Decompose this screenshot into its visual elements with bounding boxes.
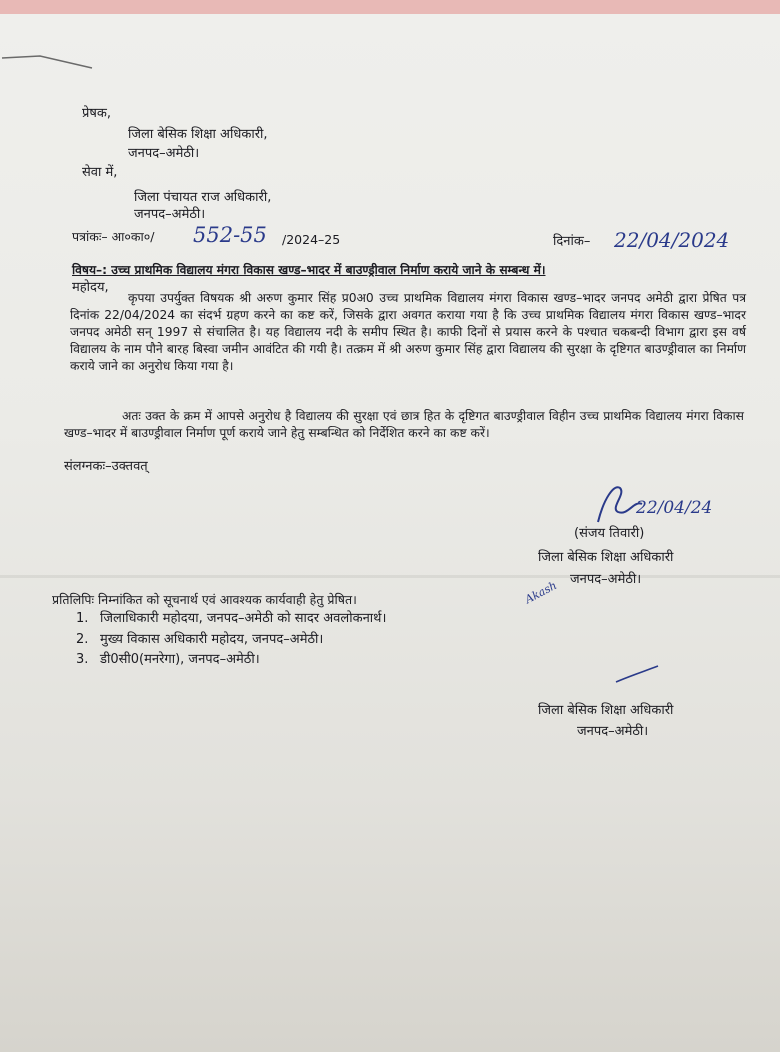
reference-number: 552-55 <box>193 223 267 247</box>
signatory-name: (संजय तिवारी) <box>574 526 645 541</box>
copy-item-1: जिलाधिकारी महोदया, जनपद–अमेठी को सादर अवलोकनार्थ। <box>100 611 387 626</box>
copy-item-2-number: 2. <box>76 632 89 647</box>
body-paragraph-2: अतः उक्त के क्रम में आपसे अनुरोध है विद्यालय की सुरक्षा एवं छात्र हित के दृष्टिगत बाउण्ड्रीवाल विहीन उच्च प्राथमिक विद्यालय मंगरा विकास खण्ड–भादर में बाउण्ड्रीवाल निर्माण पूर्ण कराये जाने हेतु सम्बन्धित को निर्देशित करने का कष्ट करें। <box>64 409 744 440</box>
subject-line: विषय–: उच्च प्राथमिक विद्यालय मंगरा विकास खण्ड–भादर में बाउण्ड्रीवाल निर्माण कराये जाने के सम्बन्ध में। <box>72 263 546 277</box>
signatory-district: जनपद–अमेठी। <box>570 572 642 587</box>
copy-item-3: डी0सी0(मनरेगा), जनपद–अमेठी। <box>100 652 260 667</box>
date-label: दिनांक– <box>553 234 591 249</box>
copies-intro: प्रतिलिपिः निम्नांकित को सूचनार्थ एवं आवश्यक कार्यवाही हेतु प्रेषित। <box>52 592 357 607</box>
staple-mark <box>0 44 100 74</box>
sender-label: प्रेषक, <box>82 106 112 121</box>
footer-district: जनपद–अमेठी। <box>577 724 649 739</box>
reference-suffix: /2024–25 <box>282 232 341 247</box>
recipient-line-1: जिला पंचायत राज अधिकारी, <box>134 190 272 205</box>
signatory-designation: जिला बेसिक शिक्षा अधिकारी <box>538 550 674 565</box>
signature-date: 22/04/24 <box>636 498 713 518</box>
salutation: महोदय, <box>72 280 109 295</box>
enclosure-note: संलग्नकः–उक्तवत् <box>64 459 148 474</box>
margin-initials: Akash <box>522 578 559 607</box>
sender-line-2: जनपद–अमेठी। <box>128 146 200 161</box>
footer-designation: जिला बेसिक शिक्षा अधिकारी <box>538 703 674 718</box>
paper-fold <box>0 575 780 578</box>
copy-item-1-number: 1. <box>76 611 89 626</box>
copy-item-2: मुख्य विकास अधिकारी महोदय, जनपद–अमेठी। <box>100 632 324 647</box>
copy-item-3-number: 3. <box>76 652 89 667</box>
footer-signature-mark <box>612 664 662 686</box>
recipient-label: सेवा में, <box>82 165 118 180</box>
reference-prefix: पत्रांकः– आ०का०/ <box>72 229 155 244</box>
date-value: 22/04/2024 <box>614 228 730 252</box>
body-paragraph-1: कृपया उपर्युक्त विषयक श्री अरुण कुमार सिंह प्र0अ0 उच्च प्राथमिक विद्यालय मंगरा विकास खण्ड–भादर जनपद अमेठी द्वारा प्रेषित पत्र दिनांक 22/04/2024 का संदर्भ ग्रहण करने का कष्ट करें, जिसके द्वारा अवगत कराया गया है कि उच्च प्राथमिक विद्यालय मंगरा विकास खण्ड–भादर जनपद अमेठी सन् 1997 से संचालित है। यह विद्यालय नदी के समीप स्थित है। काफी दिनों से प्रयास करने के पश्चात चकबन्दी विभाग द्वारा इस वर्ष विद्यालय के नाम पौने बारह बिस्वा जमीन आवंटित की गयी है। तत्क्रम में श्री अरुण कुमार सिंह द्वारा विद्यालय की सुरक्षा के दृष्टिगत बाउण्ड्रीवाल का निर्माण कराये जाने का अनुरोध किया गया है। <box>70 291 746 373</box>
recipient-line-2: जनपद–अमेठी। <box>134 207 206 222</box>
sender-line-1: जिला बेसिक शिक्षा अधिकारी, <box>128 127 268 142</box>
